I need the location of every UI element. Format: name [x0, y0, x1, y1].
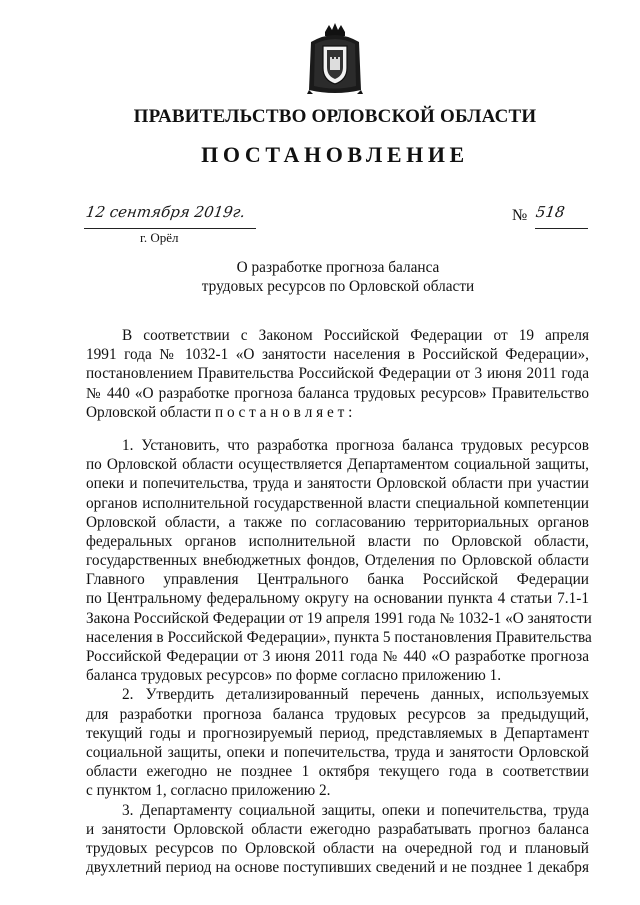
subject-line: О разработке прогноза баланса	[236, 259, 440, 276]
text-line: 1. Установить, что разработка прогноза баланса трудовых ресурсов	[122, 436, 589, 454]
text-line: федеральных органов исполнительной власти по Орловской области,	[86, 532, 589, 550]
text-line: 1991 года № 1032-1 «О занятости населения в Российской Федерации»,	[86, 346, 589, 364]
text-line: социальной защиты, опеки и попечительства, труда и занятости Орловской	[86, 743, 589, 761]
number-label: №	[512, 207, 528, 224]
document-number: 518	[534, 203, 566, 221]
text-line: Орловской области п о с т а н о в л я е т :	[86, 403, 353, 421]
text-line: с пунктом 1, согласно приложению 2.	[86, 782, 331, 800]
text-line: области ежегодно не позднее 1 октября текущего года в соответствии	[86, 763, 589, 781]
coat-of-arms-icon	[305, 22, 365, 96]
document-city: г. Орёл	[140, 230, 179, 245]
text-line: 3. Департаменту социальной защиты, опеки и попечительства, труда	[122, 801, 589, 819]
text-line: Орловской области, а также по согласованию территориальных органов	[86, 513, 589, 531]
document-type-title: ПОСТАНОВЛЕНИЕ	[201, 142, 469, 167]
text-line: и занятости Орловской области ежегодно разрабатывать прогноз баланса	[86, 820, 589, 838]
text-line: В соответствии с Законом Российской Федерации от 19 апреля	[122, 327, 589, 344]
text-line: трудовых ресурсов по Орловской области на очередной год и плановый	[86, 839, 589, 857]
text-line: Закона Российской Федерации от 19 апреля 1991 года № 1032-1 «О занятости	[86, 609, 592, 627]
text-line: государственных внебюджетных фондов, Отделения по Орловской области	[86, 552, 589, 570]
document-subject	[0, 258, 640, 296]
clause-3-paragraph	[86, 801, 589, 878]
text-line: населения в Российской Федерации», пункта 5 постановления Правительства	[86, 628, 592, 646]
text-line: для разработки прогноза баланса трудовых ресурсов за предыдущий,	[86, 705, 589, 723]
text-line: № 440 «О разработке прогноза баланса трудовых ресурсов» Правительство	[86, 384, 589, 402]
text-line: по Центральному федеральному округу на основании пункта 4 статьи 7.1-1	[86, 590, 589, 608]
text-line: Российской Федерации от 3 июня 2011 года № 440 «О разработке прогноза	[86, 648, 589, 665]
subject-line: трудовых ресурсов по Орловской области	[201, 278, 475, 295]
text-line: двухлетний период на основе поступивших сведений и не позднее 1 декабря	[86, 859, 589, 877]
text-line: органов исполнительной государственной власти специальной компетенции	[86, 494, 589, 512]
document-date: 12 сентября 2019г.	[84, 203, 247, 221]
text-line: опеки и попечительства, труда и занятости Орловской области при участии	[86, 475, 589, 493]
clause-2-paragraph	[86, 685, 589, 800]
document-body	[86, 326, 592, 877]
preamble-paragraph	[86, 326, 589, 422]
text-line: 2. Утвердить детализированный перечень данных, используемых	[122, 686, 589, 704]
clause-1-paragraph	[86, 436, 592, 685]
text-line: постановлением Правительства Российской Федерации от 3 июня 2011 года	[86, 365, 589, 383]
text-line: баланса трудовых ресурсов» по форме согласно приложению 1.	[86, 667, 502, 685]
text-line: по Орловской области осуществляется Департаментом социальной защиты,	[86, 456, 589, 474]
text-line: Главного управления Центрального банка Российской Федерации	[86, 571, 589, 589]
text-line: текущий годы и прогнозируемый период, представляемых в Департамент	[86, 724, 589, 742]
government-title: ПРАВИТЕЛЬСТВО ОРЛОВСКОЙ ОБЛАСТИ	[133, 106, 537, 127]
